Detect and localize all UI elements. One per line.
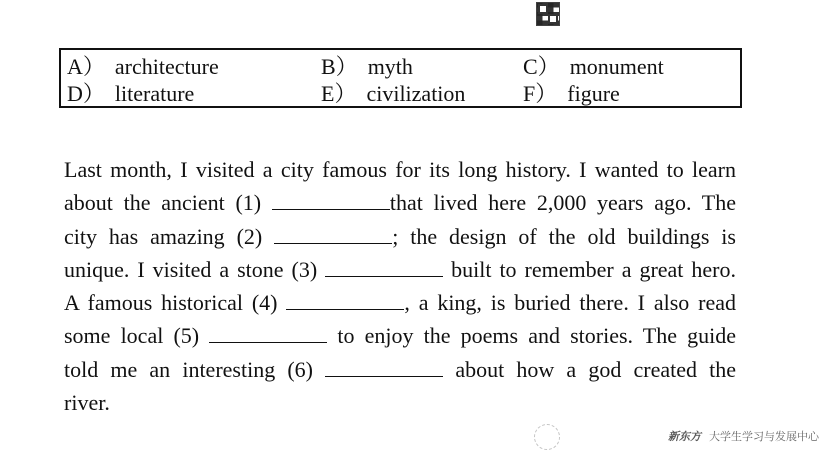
passage-line-7 — [64, 353, 736, 386]
option-letter: A） — [67, 54, 105, 79]
option-d — [67, 81, 194, 107]
option-letter: E） — [321, 81, 357, 106]
option-e — [321, 81, 465, 107]
option-word: myth — [367, 54, 413, 79]
text: built to remember a great hero. — [443, 256, 736, 282]
passage-line-8: river. — [64, 390, 110, 416]
blank-2[interactable] — [274, 224, 392, 244]
option-f — [523, 81, 620, 107]
brand-logo: 新东方 — [668, 430, 701, 443]
option-letter: B） — [321, 54, 358, 79]
blank-6[interactable] — [325, 357, 443, 377]
text: some local (5) — [64, 323, 210, 349]
passage-line-1: Last month, I visited a city famous for its long history. I wanted to learn — [64, 157, 736, 182]
passage-line-3 — [64, 220, 736, 253]
text: told me an interesting (6) — [64, 356, 326, 382]
option-word: monument — [569, 54, 664, 79]
blank-3[interactable] — [325, 257, 443, 277]
text: A famous historical (4) — [64, 290, 287, 316]
passage-line-5 — [64, 286, 736, 319]
option-word: architecture — [114, 54, 219, 79]
text: , a king, is buried there. I also read — [404, 290, 736, 316]
cloze-passage — [64, 153, 736, 419]
passage-line-6 — [64, 319, 736, 352]
footer-subtitle: 大学生学习与发展中心 — [709, 430, 819, 443]
blank-5[interactable] — [209, 323, 327, 343]
text: unique. I visited a stone (3) — [64, 256, 326, 282]
text: that lived here 2,000 years ago. The — [389, 190, 736, 216]
text: to enjoy the poems and stories. The guide — [327, 323, 736, 349]
watermark-seal-icon — [534, 424, 560, 450]
option-word: figure — [567, 81, 620, 106]
text: city has amazing (2) — [64, 223, 275, 249]
blank-4[interactable] — [286, 290, 404, 310]
option-b — [321, 54, 413, 80]
option-letter: F） — [523, 81, 558, 106]
option-letter: D） — [67, 81, 105, 106]
option-letter: C） — [523, 54, 560, 79]
word-bank — [59, 48, 742, 108]
text: about the ancient (1) — [64, 190, 272, 216]
blank-1[interactable] — [272, 190, 390, 210]
qr-code-icon — [536, 2, 560, 26]
text: ; the design of the old buildings is — [392, 223, 736, 249]
text: about how a god created the — [443, 356, 737, 382]
passage-line-4 — [64, 253, 736, 286]
option-word: literature — [114, 81, 195, 106]
option-word: civilization — [366, 81, 466, 106]
option-c — [523, 54, 664, 80]
passage-line-2 — [64, 186, 736, 219]
option-a — [67, 54, 219, 80]
footer-logo — [668, 428, 819, 444]
